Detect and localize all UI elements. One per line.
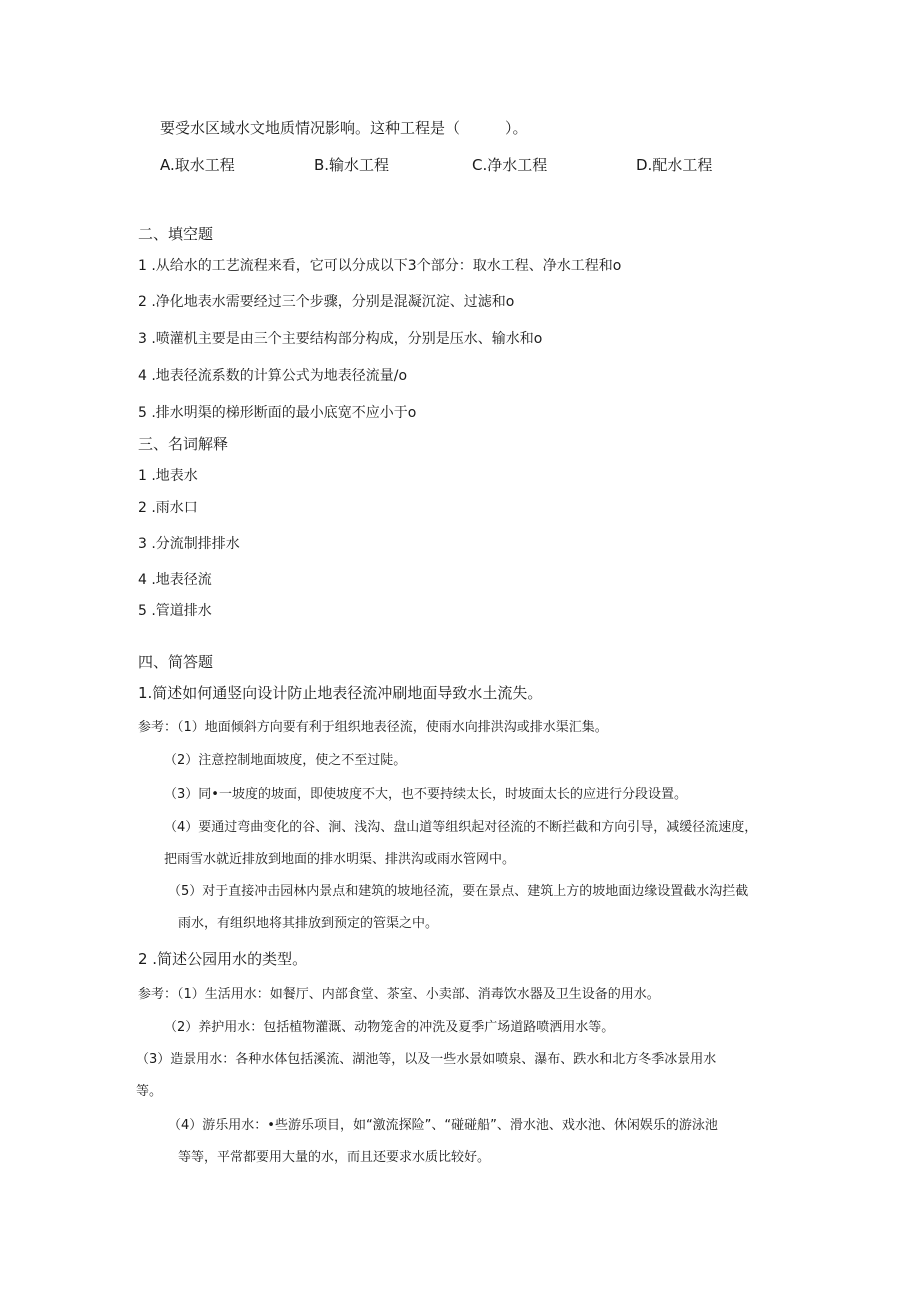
question-continuation: 要受水区域水文地质情况影响。这种工程是（ ）。 <box>160 119 528 137</box>
answer-line: 参考：（1）生活用水：如餐厅、内部食堂、茶室、小卖部、消毒饮水器及卫生设备的用水。 <box>138 987 660 1002</box>
answer-line: （3）同•一坡度的坡面，即使坡度不大，也不要持续太长，时坡面太长的应进行分段设置。 <box>164 787 687 802</box>
term-item: 1 .地表水 <box>138 468 198 484</box>
answer-line: （4）游乐用水：•些游乐项目，如“激流探险”、“碰碰船”、滑水池、戏水池、休闲娱乐的游泳池 <box>168 1118 718 1133</box>
answer-line: 参考：（1）地面倾斜方向要有利于组织地表径流，使雨水向排洪沟或排水渠汇集。 <box>138 720 608 735</box>
answer-line: （2）注意控制地面坡度，使之不至过陡。 <box>164 753 407 768</box>
short-question-2: 2 .简述公园用水的类型。 <box>138 950 308 968</box>
option-a: A.取水工程 <box>160 156 235 174</box>
fill-item: 5 .排水明渠的梯形断面的最小底宽不应小于o <box>138 405 417 421</box>
terms-heading: 三、名词解释 <box>138 435 229 453</box>
fill-item: 4 .地表径流系数的计算公式为地表径流量/o <box>138 368 408 384</box>
term-item: 4 .地表径流 <box>138 572 212 588</box>
answer-line: （3）造景用水：各种水体包括溪流、湖池等，以及一些水景如喷泉、瀑布、跌水和北方冬季冰景用水 <box>136 1052 717 1067</box>
answer-line: 把雨雪水就近排放到地面的排水明渠、排洪沟或雨水管网中。 <box>164 852 516 867</box>
answer-line: 等等，平常都要用大量的水，而且还要求水质比较好。 <box>178 1150 491 1165</box>
option-d: D.配水工程 <box>636 156 713 174</box>
answer-line: 雨水，有组织地将其排放到预定的管渠之中。 <box>178 916 439 931</box>
fill-item: 3 .喷灌机主要是由三个主要结构部分构成，分别是压水、输水和o <box>138 331 543 347</box>
term-item: 3 .分流制排排水 <box>138 536 240 552</box>
fill-item: 2 .净化地表水需要经过三个步骤，分别是混凝沉淀、过滤和o <box>138 294 515 310</box>
fill-heading: 二、填空题 <box>138 225 214 243</box>
option-c: C.净水工程 <box>472 156 548 174</box>
option-b: B.输水工程 <box>314 156 390 174</box>
answer-line: （4）要通过弯曲变化的谷、涧、浅沟、盘山道等组织起对径流的不断拦截和方向引导，减缓径流速度， <box>164 820 758 835</box>
answer-line: 等。 <box>136 1084 163 1099</box>
short-question-1: 1.简述如何通竖向设计防止地表径流冲刷地面导致水土流失。 <box>138 684 543 702</box>
term-item: 5 .管道排水 <box>138 603 212 619</box>
answer-line: （5）对于直接冲击园林内景点和建筑的坡地径流，要在景点、建筑上方的坡地面边缘设置截水沟拦截 <box>168 884 749 899</box>
short-heading: 四、简答题 <box>138 653 214 671</box>
fill-item: 1 .从给水的工艺流程来看，它可以分成以下3个部分：取水工程、净水工程和o <box>138 258 622 274</box>
answer-line: （2）养护用水：包括植物灌溉、动物笼舍的冲洗及夏季广场道路喷洒用水等。 <box>164 1020 615 1035</box>
term-item: 2 .雨水口 <box>138 500 198 516</box>
